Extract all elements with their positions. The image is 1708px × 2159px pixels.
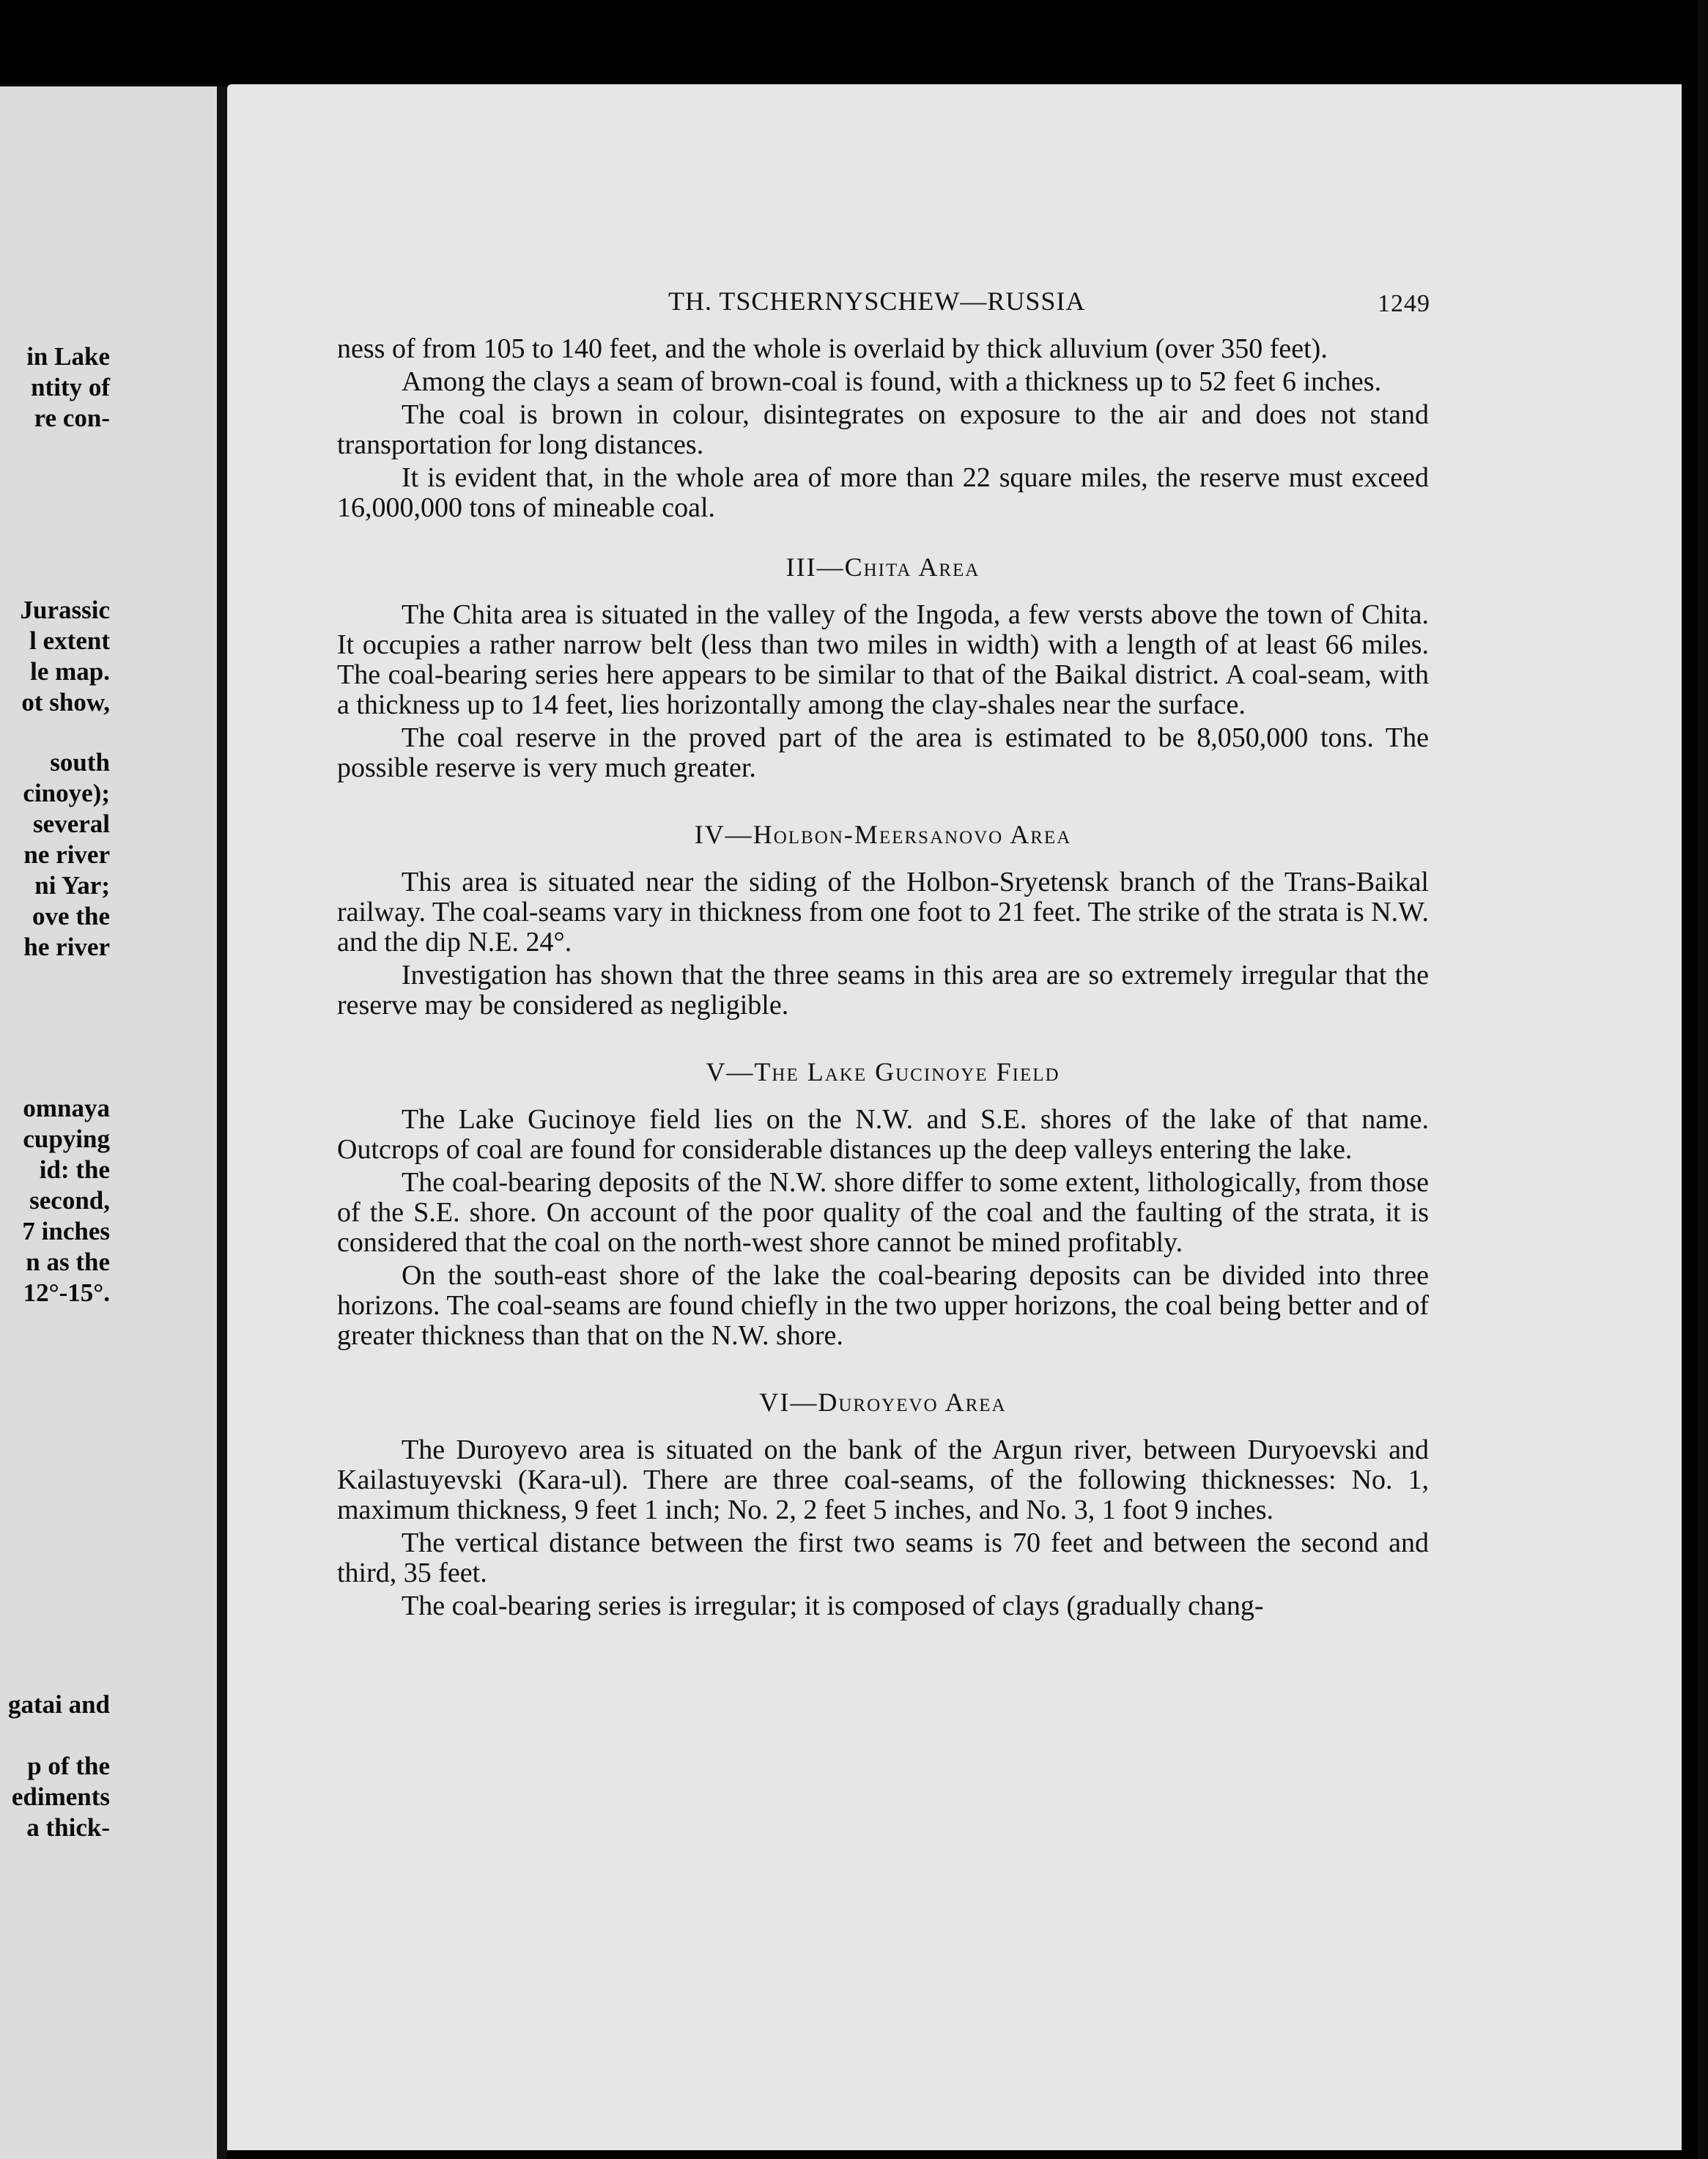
- facing-line: several: [33, 810, 110, 838]
- paragraph: The coal is brown in colour, disintegrates on exposure to the air and does not stand transportation for long distances.: [337, 399, 1429, 460]
- facing-line: ediments: [11, 1782, 110, 1811]
- paragraph: The coal-bearing deposits of the N.W. shore differ to some extent, lithologically, from those of the S.E. shore. On account of the poor quality of the coal and the faulting of the strata, it is considered that the coal on the north-west shore cannot be mined profitably.: [337, 1167, 1429, 1258]
- facing-line: in Lake: [26, 342, 110, 371]
- book-spine: [217, 86, 227, 2159]
- facing-line: second,: [29, 1186, 110, 1215]
- facing-line: omnaya: [23, 1094, 110, 1122]
- page-number: 1249: [1378, 290, 1430, 317]
- facing-line: 12°-15°.: [23, 1278, 110, 1307]
- facing-line: p of the: [27, 1752, 110, 1780]
- paragraph: The coal reserve in the proved part of the area is estimated to be 8,050,000 tons. The possible reserve is very much greater.: [337, 722, 1429, 783]
- facing-line: ntity of: [31, 373, 110, 401]
- facing-line: ot show,: [21, 688, 110, 716]
- facing-line: ni Yar;: [34, 871, 110, 900]
- paragraph: On the south-east shore of the lake the coal-bearing deposits can be divided into three horizons. The coal-seams are found chiefly in the two upper horizons, the coal being better and of greater thickness than that on the N.W. shore.: [337, 1260, 1429, 1351]
- paragraph: It is evident that, in the whole area of more than 22 square miles, the reserve must exceed 16,000,000 tons of mineable coal.: [337, 462, 1429, 523]
- facing-line: a thick-: [26, 1813, 110, 1842]
- facing-line: ove the: [32, 902, 110, 930]
- facing-line: le map.: [30, 657, 110, 686]
- section-heading: III—Chita Area: [785, 552, 980, 582]
- section-heading: IV—Holbon-Meersanovo Area: [694, 820, 1072, 849]
- paragraph: ness of from 105 to 140 feet, and the whole is overlaid by thick alluvium (over 350 feet).: [337, 333, 1328, 364]
- facing-line: ne river: [23, 840, 110, 869]
- facing-line: 7 inches: [22, 1217, 110, 1245]
- page-edge: [1698, 0, 1708, 2159]
- facing-line: Jurassic: [20, 596, 110, 624]
- facing-line: cinoye);: [23, 779, 110, 807]
- body-text: [337, 334, 1429, 1624]
- facing-line: id: the: [39, 1155, 110, 1184]
- facing-line: gatai and: [7, 1690, 110, 1719]
- facing-line: n as the: [26, 1248, 110, 1276]
- paragraph: The Duroyevo area is situated on the bank of the Argun river, between Duryoevski and Kailastuyevski (Kara-ul). There are three coal-seams, of the following thicknesses: No. 1, maximum thickness, 9 feet 1 inch; No. 2, 2 feet 5 inches, and No. 3, 1 foot 9 inches.: [337, 1434, 1429, 1525]
- facing-page-text: [0, 86, 218, 2159]
- page-header: [668, 286, 1430, 318]
- section-heading: V—The Lake Gucinoye Field: [706, 1057, 1060, 1086]
- facing-line: re con-: [34, 404, 110, 432]
- paragraph: Among the clays a seam of brown-coal is found, with a thickness up to 52 feet 6 inches.: [402, 366, 1382, 397]
- paragraph: The Chita area is situated in the valley of the Ingoda, a few versts above the town of Chita. It occupies a rather narrow belt (less than two miles in width) with a length of at least 66 miles. The coal-bearing series here appears to be similar to that of the Baikal district. A coal-seam, with a thickness up to 14 feet, lies horizontally among the clay-shales near the surface.: [337, 599, 1429, 720]
- paragraph: The vertical distance between the first two seams is 70 feet and between the second and third, 35 feet.: [337, 1527, 1429, 1588]
- paragraph: The coal-bearing series is irregular; it is composed of clays (gradually chang-: [402, 1590, 1264, 1621]
- paragraph: Investigation has shown that the three seams in this area are so extremely irregular that the reserve may be considered as negligible.: [337, 960, 1429, 1021]
- facing-line: south: [50, 748, 110, 777]
- facing-line: l extent: [29, 626, 110, 655]
- facing-line: he river: [23, 933, 110, 961]
- paragraph: The Lake Gucinoye field lies on the N.W. and S.E. shores of the lake of that name. Outcrops of coal are found for considerable distances up the deep valleys entering the lake.: [337, 1104, 1429, 1165]
- section-heading: VI—Duroyevo Area: [759, 1388, 1007, 1417]
- paragraph: This area is situated near the siding of the Holbon-Sryetensk branch of the Trans-Baikal railway. The coal-seams vary in thickness from one foot to 21 feet. The strike of the strata is N.W. and the dip N.E. 24°.: [337, 867, 1429, 958]
- facing-line: cupying: [23, 1125, 110, 1153]
- running-head: TH. TSCHERNYSCHEW—RUSSIA: [668, 286, 1086, 316]
- facing-page: [0, 86, 218, 2159]
